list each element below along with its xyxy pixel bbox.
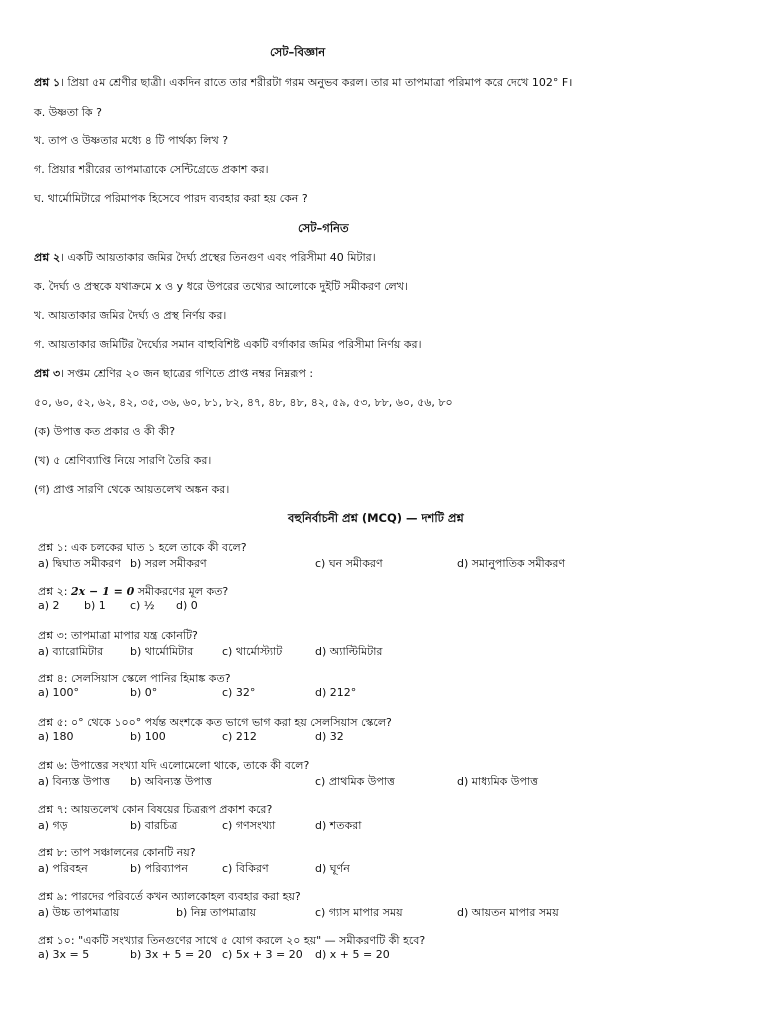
- mcq-5-option-d: d) 32: [315, 730, 344, 743]
- mcq-3-options: [0, 643, 768, 659]
- mcq-title: বহুনির্বাচনী প্রশ্ন (MCQ) — দশটি প্রশ্ন: [288, 511, 464, 525]
- question-1-part-d: ঘ. থার্মোমিটারে পরিমাপক হিসেবে পারদ ব্যবহার করা হয় কেন ?: [34, 192, 308, 205]
- mcq-8-option-c: c) বিকিরণ: [222, 862, 269, 875]
- mcq-6-option-b: b) অবিন্যস্ত উপাত্ত: [130, 775, 212, 788]
- mcq-10-option-a: a) 3x = 5: [38, 948, 90, 961]
- mcq-3-option-d: d) অ্যাল্টিমিটার: [315, 645, 383, 658]
- question-2-part-c: গ. আয়তাকার জমিটির দৈর্ঘ্যের সমান বাহুবিশিষ্ট একটি বর্গাকার জমির পরিসীমা নির্ণয় কর।: [34, 338, 422, 351]
- question-1-part-a: ক. উষ্ণতা কি ?: [34, 106, 102, 119]
- mcq-2-options: [0, 599, 768, 615]
- mcq-1-option-c: c) ঘন সমীকরণ: [315, 557, 383, 570]
- question-3-stem: । সপ্তম শ্রেণির ২০ জন ছাত্রের গণিতে প্রাপ্ত নম্বর নিম্নরূপ :: [60, 367, 314, 380]
- question-2-label: প্রশ্ন ২: [34, 251, 61, 264]
- set-science-title: সেট–বিজ্ঞান: [270, 45, 326, 59]
- mcq-8-option-d: d) ঘূর্ণন: [315, 862, 350, 875]
- mcq-7-options: [0, 817, 768, 833]
- question-1-part-b: খ. তাপ ও উষ্ণতার মধ্যে ৪ টি পার্থক্য লিখ ?: [34, 134, 229, 147]
- mcq-1-options: [0, 555, 768, 571]
- mcq-9-option-a: a) উচ্চ তাপমাত্রায়: [38, 906, 120, 919]
- mcq-10-options: [0, 948, 768, 964]
- mcq-3-option-b: b) থার্মোমিটার: [130, 645, 194, 658]
- mcq-6-question: প্রশ্ন ৬: উপাত্তের সংখ্যা যদি এলোমেলো থাকে, তাকে কী বলে?: [38, 759, 310, 772]
- mcq-3-option-c: c) থার্মোস্ট্যাট: [222, 645, 283, 658]
- mcq-6-option-c: c) প্রাথমিক উপাত্ত: [315, 775, 395, 788]
- question-3-data: ৫০, ৬০, ৫২, ৬২, ৪২, ৩৫, ৩৬, ৬০, ৮১, ৮২, ৪৭, ৪৮, ৪৮, ৪২, ৫৯, ৫৩, ৮৮, ৬০, ৫৬, ৮০: [34, 396, 453, 409]
- mcq-5-option-c: c) 212: [222, 730, 257, 743]
- question-1-part-c: গ. প্রিয়ার শরীরের তাপমাত্রাকে সেন্টিগ্রেডে প্রকাশ কর।: [34, 163, 269, 176]
- mcq-5-options: [0, 730, 768, 746]
- question-3-part-c: (গ) প্রাপ্ত সারণি থেকে আয়তলেখ অঙ্কন কর।: [34, 483, 230, 496]
- mcq-3-option-a: a) ব্যারোমিটার: [38, 645, 104, 658]
- mcq-10-option-d: d) x + 5 = 20: [315, 948, 390, 961]
- mcq-2-equation: 2x − 1 = 0: [71, 585, 135, 598]
- mcq-2-suffix: সমীকরণের মূল কত?: [134, 585, 229, 598]
- mcq-10-question: প্রশ্ন ১০: "একটি সংখ্যার তিনগুণের সাথে ৫ যোগ করলে ২০ হয়" — সমীকরণটি কী হবে?: [38, 934, 426, 947]
- mcq-6-option-a: a) বিন্যস্ত উপাত্ত: [38, 775, 111, 788]
- mcq-4-options: [0, 686, 768, 702]
- question-3-part-a: (ক) উপাত্ত কত প্রকার ও কী কী?: [34, 425, 176, 438]
- mcq-2-option-a: a) 2: [38, 599, 60, 612]
- question-3-part-b: (খ) ৫ শ্রেণিব্যাপ্তি নিয়ে সারণি তৈরি কর।: [34, 454, 212, 467]
- mcq-10-option-b: b) 3x + 5 = 20: [130, 948, 212, 961]
- mcq-1-option-d: d) সমানুপাতিক সমীকরণ: [457, 557, 566, 570]
- mcq-10-option-c: c) 5x + 3 = 20: [222, 948, 303, 961]
- mcq-9-option-c: c) গ্যাস মাপার সময়: [315, 906, 403, 919]
- mcq-2-option-c: c) ½: [130, 599, 155, 612]
- question-1-label: প্রশ্ন ১: [34, 76, 61, 89]
- set-math-title: সেট–গনিত: [298, 221, 349, 235]
- mcq-4-option-c: c) 32°: [222, 686, 256, 699]
- mcq-8-option-b: b) পরিব্যাপন: [130, 862, 188, 875]
- question-2-part-a: ক. দৈর্ঘ্য ও প্রস্থকে যথাক্রমে x ও y ধরে উপরের তথ্যের আলোকে দুইটি সমীকরণ লেখ।: [34, 280, 408, 293]
- question-1: [34, 76, 572, 90]
- mcq-8-options: [0, 860, 768, 876]
- mcq-9-option-b: b) নিম্ন তাপমাত্রায়: [176, 906, 257, 919]
- mcq-9-option-d: d) আয়তন মাপার সময়: [457, 906, 559, 919]
- mcq-7-option-a: a) গড়: [38, 819, 68, 832]
- mcq-4-question: প্রশ্ন ৪: সেলসিয়াস স্কেলে পানির হিমাঙ্ক কত?: [38, 672, 231, 685]
- mcq-2-option-b: b) 1: [84, 599, 106, 612]
- mcq-9-options: [0, 904, 768, 920]
- question-1-stem: । প্রিয়া ৫ম শ্রেণীর ছাত্রী। একদিন রাতে তার শরীরটা গরম অনুভব করল। তার মা তাপমাত্রা পরিমাপ করে দেখে 102° F।: [60, 76, 573, 89]
- mcq-7-option-c: c) গণসংখ্যা: [222, 819, 276, 832]
- mcq-1-question: প্রশ্ন ১: এক চলকের ঘাত ১ হলে তাকে কী বলে?: [38, 541, 247, 554]
- mcq-4-option-d: d) 212°: [315, 686, 357, 699]
- mcq-4-option-b: b) 0°: [130, 686, 158, 699]
- mcq-7-question: প্রশ্ন ৭: আয়তলেখ কোন বিষয়ের চিত্ররূপ প্রকাশ করে?: [38, 803, 273, 816]
- mcq-4-option-a: a) 100°: [38, 686, 80, 699]
- mcq-5-option-b: b) 100: [130, 730, 166, 743]
- mcq-5-question: প্রশ্ন ৫: ০° থেকে ১০০° পর্যন্ত অংশকে কত ভাগে ভাগ করা হয় সেলসিয়াস স্কেলে?: [38, 716, 392, 729]
- mcq-8-question: প্রশ্ন ৮: তাপ সঞ্চালনের কোনটি নয়?: [38, 846, 196, 859]
- mcq-1-option-a: a) দ্বিঘাত সমীকরণ: [38, 557, 121, 570]
- question-2: [34, 251, 376, 265]
- mcq-8-option-a: a) পরিবহন: [38, 862, 88, 875]
- mcq-7-option-b: b) বারচিত্র: [130, 819, 178, 832]
- mcq-5-option-a: a) 180: [38, 730, 74, 743]
- mcq-2-option-d: d) 0: [176, 599, 198, 612]
- mcq-2-prefix: প্রশ্ন ২:: [38, 585, 71, 598]
- question-3-label: প্রশ্ন ৩: [34, 367, 61, 380]
- question-2-stem: । একটি আয়তাকার জমির দৈর্ঘ্য প্রস্থের তিনগুণ এবং পরিসীমা 40 মিটার।: [60, 251, 376, 264]
- mcq-7-option-d: d) শতকরা: [315, 819, 362, 832]
- mcq-9-question: প্রশ্ন ৯: পারদের পরিবর্তে কখন অ্যালকোহল ব্যবহার করা হয়?: [38, 890, 301, 903]
- mcq-3-question: প্রশ্ন ৩: তাপমাত্রা মাপার যন্ত্র কোনটি?: [38, 629, 198, 642]
- mcq-2-question: [38, 585, 228, 599]
- mcq-6-options: [0, 773, 768, 789]
- question-3: [34, 367, 313, 381]
- mcq-1-option-b: b) সরল সমীকরণ: [130, 557, 207, 570]
- mcq-6-option-d: d) মাধ্যমিক উপাত্ত: [457, 775, 538, 788]
- question-2-part-b: খ. আয়তাকার জমির দৈর্ঘ্য ও প্রস্থ নির্ণয় কর।: [34, 309, 227, 322]
